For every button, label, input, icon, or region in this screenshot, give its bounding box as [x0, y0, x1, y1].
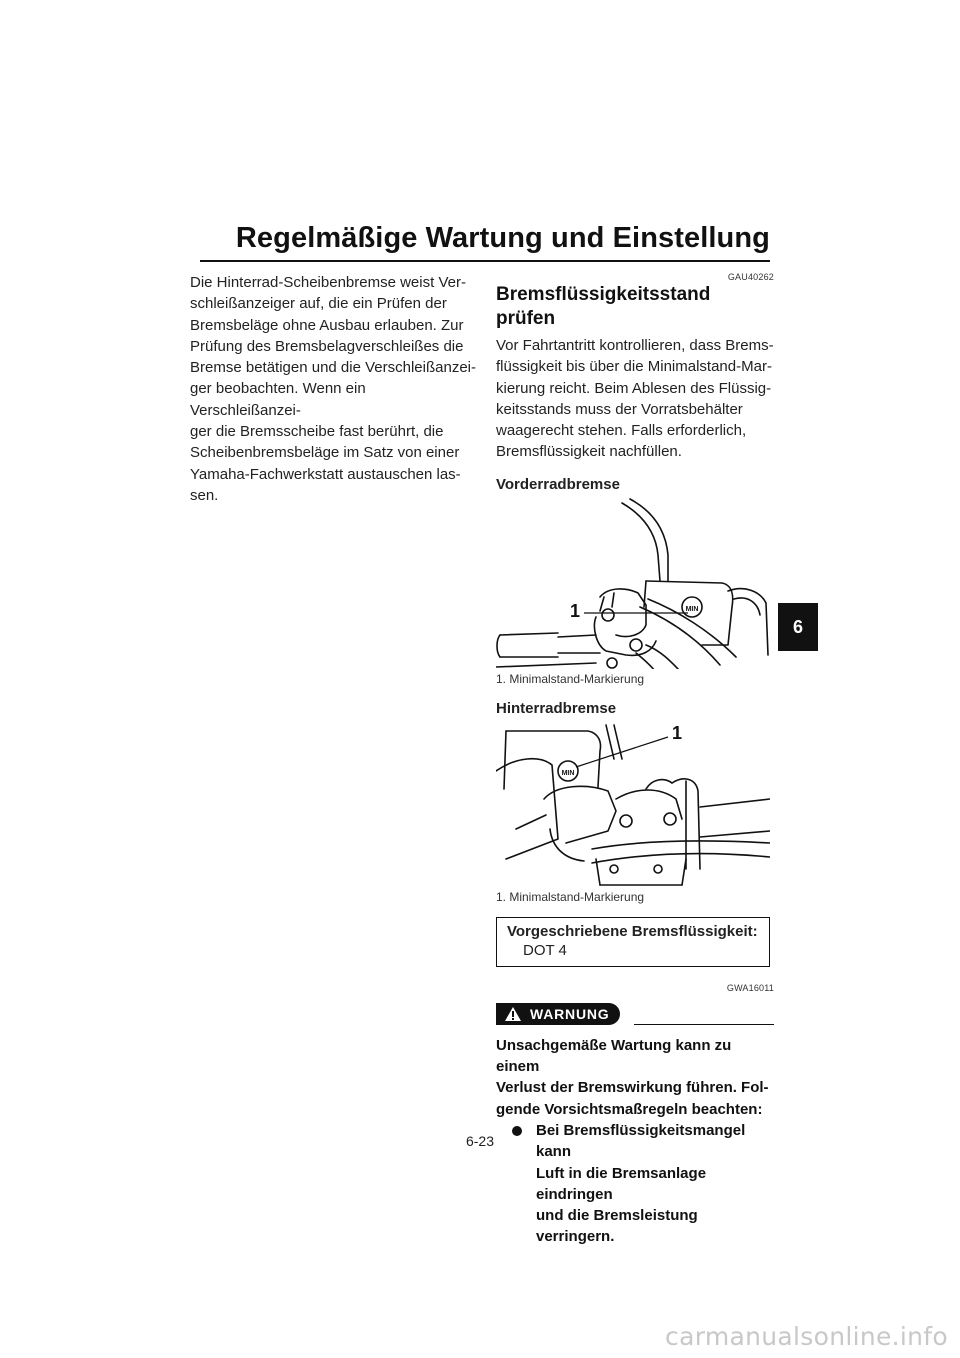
spec-box [496, 917, 770, 967]
spec-value: DOT 4 [523, 941, 567, 959]
warning-label: WARNUNG [530, 1005, 610, 1022]
page-number: 6-23 [465, 1133, 495, 1149]
text-line: gende Vorsichtsmaßregeln beachten: [496, 1100, 763, 1118]
section-code: GAU40262 [727, 272, 774, 282]
left-paragraph [190, 272, 480, 506]
text-line: Vor Fahrtantritt kontrollieren, dass Brems- [496, 337, 774, 354]
text-line: und die Bremsleistung verringern. [536, 1207, 698, 1246]
warning-code: GWA16011 [726, 982, 774, 993]
figure-caption-rear: 1. Minimalstand-Markierung [496, 889, 645, 904]
text-line: ger beobachten. Wenn ein Verschleißanzei- [190, 380, 366, 419]
spec-label: Vorgeschriebene Bremsflüssigkeit: [507, 922, 758, 940]
figure-caption-front: 1. Minimalstand-Markierung [496, 671, 645, 686]
right-column [496, 272, 774, 1248]
chapter-tab[interactable]: 6 [778, 603, 818, 651]
text-line: flüssigkeit bis über die Minimalstand-Mar- [496, 358, 772, 376]
warning-triangle-icon [504, 1006, 522, 1022]
figure-heading-rear: Hinterradbremse [496, 699, 617, 717]
text-line: waagerecht stehen. Falls erforderlich, [496, 422, 747, 440]
callout-number: 1 [570, 600, 581, 621]
watermark: carmanualsonline.info [665, 1322, 948, 1351]
text-line: Scheibenbremsbeläge im Satz von einer [190, 444, 460, 462]
text-line: Die Hinterrad-Scheibenbremse weist Ver- [190, 274, 466, 291]
text-line: Bremsflüssigkeit nachfüllen. [496, 443, 682, 461]
text-line: Prüfung des Bremsbelagverschleißes die [190, 337, 464, 355]
text-line: Luft in die Bremsanlage eindringen [536, 1164, 707, 1203]
text-line: Bremse betätigen und die Verschleißanzei- [190, 359, 476, 377]
text-line: Bremsbeläge ohne Ausbau erlauben. Zur [190, 316, 464, 334]
text-line: kierung reicht. Beim Ablesen des Flüssig- [496, 379, 772, 397]
text-line: Unsachgemäße Wartung kann zu einem [496, 1036, 732, 1076]
page-title: Regelmäßige Wartung und Einstellung [235, 222, 770, 254]
front-brake-figure [496, 495, 770, 669]
min-label: MIN [561, 769, 575, 777]
text-line: Verlust der Bremswirkung führen. Fol- [496, 1079, 769, 1097]
warning-header [496, 1003, 774, 1027]
min-label: MIN [685, 605, 699, 613]
warning-badge [496, 1003, 620, 1025]
text-line: keitsstands muss der Vorratsbehälter [496, 400, 743, 418]
rear-brake-figure [496, 719, 770, 887]
text-line: sen. [190, 486, 219, 504]
title-rule [200, 260, 770, 262]
text-line: Yamaha-Fachwerkstatt austauschen las- [190, 465, 461, 483]
text-line: Bei Bremsflüssigkeitsmangel kann [536, 1121, 746, 1161]
figure-heading-front: Vorderradbremse [496, 475, 620, 493]
rear-brake-lever-illustration [496, 719, 770, 887]
warning-body [496, 1035, 774, 1120]
front-brake-lever-illustration [496, 495, 770, 669]
text-line: ger die Bremsscheibe fast berührt, die [190, 423, 444, 441]
warning-rule [634, 1024, 774, 1026]
intro-paragraph [496, 335, 774, 463]
text-line: schleißanzeiger auf, die ein Prüfen der [190, 295, 447, 313]
callout-number: 1 [672, 722, 683, 743]
section-heading: Bremsflüssigkeitsstand prüfen [496, 284, 711, 329]
left-column [190, 272, 480, 506]
